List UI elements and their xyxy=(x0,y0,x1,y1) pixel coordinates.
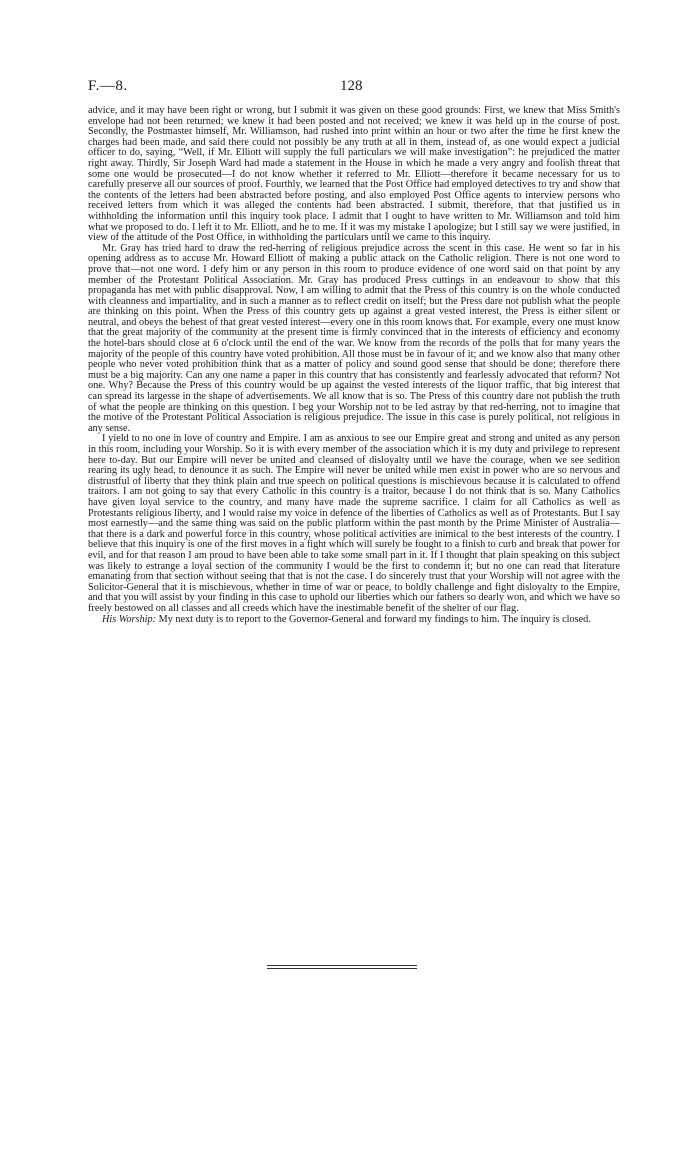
paragraph-1: advice, and it may have been right or wrong, but I submit it was given on these good grounds: First, we knew that Miss Smith's envelope had not been returned; we knew it had been posted and not received; we knew it was held up in the course of post. Secondly, the Postmaster himself, Mr. Williamson, had rushed into print within an hour or two after the time he first knew the charges had been made, and said there could not possibly be any truth at all in them, instead of, as one would expect a judicial officer to do, saying, “Well, if Mr. Elliott will supply the full particulars we will make investigation”: he prejudiced the matter right away. Thirdly, Sir Joseph Ward had made a statement in the House in which he made a very angry and foolish threat that some one would be prosecuted—I do not know whether it referred to Mr. Elliott—therefore it became necessary for us to carefully preserve all our sources of proof. Fourthly, we learned that the Post Office had employed detectives to try and show that the contents of the letters had been abstracted before posting, and also employed Post Office agents to interview persons who received letters from which it was alleged the contents had been abstracted. I submit, therefore, that that justified us in withholding the information until this inquiry took place. I admit that I ought to have written to Mr. Williamson and told him what we proposed to do. I left it to Mr. Elliott, and he to me. If it was my mistake I apologize; but I still say we were justified, in view of the attitude of the Post Office, in withholding the particulars until we came to this inquiry. xyxy=(88,105,620,244)
page-number: 128 xyxy=(340,78,363,94)
document-reference: F.—8. xyxy=(88,78,128,94)
page-header xyxy=(88,78,640,98)
speaker-label: His Worship: xyxy=(102,613,157,625)
body-text xyxy=(88,106,620,625)
paragraph-3: I yield to no one in love of country and Empire. I am as anxious to see our Empire great and strong and united as any person in this room, including your Worship. So it is with every member of the association which it is my duty and privilege to represent here to-day. But our Empire will never be united and cleansed of disloyalty until we have the courage, when we see sedition rearing its ugly head, to denounce it as such. The Empire will never be united while men exist in power who are so nervous and distrustful of liberty that they think plain and true speech on political questions is mischievous because it is calculated to offend traitors. I am not going to say that every Catholic in this country is a traitor, because I do not think that is so. Many Catholics have given loyal service to the country, and many have made the supreme sacrifice. I claim for all Catholics as well as Protestants religious liberty, and I would raise my voice in defence of the liberties of Catholics as well as of Protestants. But I say most earnestly—and the same thing was said on the public platform within the past month by the Prime Minister of Australia—that there is a dark and powerful force in this country, whose political activities are inimical to the best interests of the country. I believe that this inquiry is one of the first moves in a fight which will surely be fought to a finish to curb and break that power for evil, and for that reason I am proud to have been able to take some small part in it. If I thought that plain speaking on this subject was likely to estrange a loyal section of the community I would be the first to condemn it; but no one can read that literature emanating from that section without seeing that that is not the case. I do sincerely trust that your Worship will not agree with the Solicitor-General that it is mischievous, whether in time of war or peace, to boldly challenge and fight disloyalty to the Empire, and that you will assist by your finding in this case to uphold our liberties which our fathers so dearly won, and which we have so freely bestowed on all classes and all creeds which have the inestimable benefit of the shelter of our flag. xyxy=(88,433,620,614)
end-rule-divider xyxy=(267,965,417,969)
paragraph-2: Mr. Gray has tried hard to draw the red-herring of religious prejudice across the scent in this case. He went so far in his opening address as to accuse Mr. Howard Elliott of making a public attack on the Catholic religion. There is not one word to prove that—not one word. I defy him or any person in this room to produce evidence of one word said on that point by any member of the Protestant Political Association. Mr. Gray has produced Press cuttings in an endeavour to show that this propaganda has met with public disapproval. Now, I am willing to admit that the Press of this country is on the whole conducted with cleanness and impartiality, and in such a manner as to reflect credit on itself; but the Press dare not publish what the people are thinking on this point. When the Press of this country gets up against a great vested interest, the Press is either silent or neutral, and obeys the behest of that great vested interest—every one in this room knows that. For example, every one must know that the great majority of the community at the present time is firmly convinced that in the interests of efficiency and economy the hotel-bars should close at 6 o'clock until the end of the war. We know from the records of the polls that for many years the majority of the people of this country have voted prohibition. All those must be in favour of it; and we know also that many other people who never voted prohibition think that as a matter of policy and sound good sense that should be done; therefore there must be a big majority. Can any one name a paper in this country that has consistently and fearlessly advocated that reform? Not one. Why? Because the Press of this country would be up against the vested interests of the liquor traffic, that big interest that can spread its largesse in the shape of advertisements. We all know that is so. The Press of this country dare not publish the truth of what the people are thinking on this question. I beg your Worship not to be led astray by that red-herring, not to imagine that the motive of the Protestant Political Association is religious prejudice. The issue in this case is purely political, not religious in any sense. xyxy=(88,242,620,434)
closing-paragraph xyxy=(88,615,620,626)
closing-text: My next duty is to report to the Governor-General and forward my findings to him. The inquiry is closed. xyxy=(156,613,591,625)
